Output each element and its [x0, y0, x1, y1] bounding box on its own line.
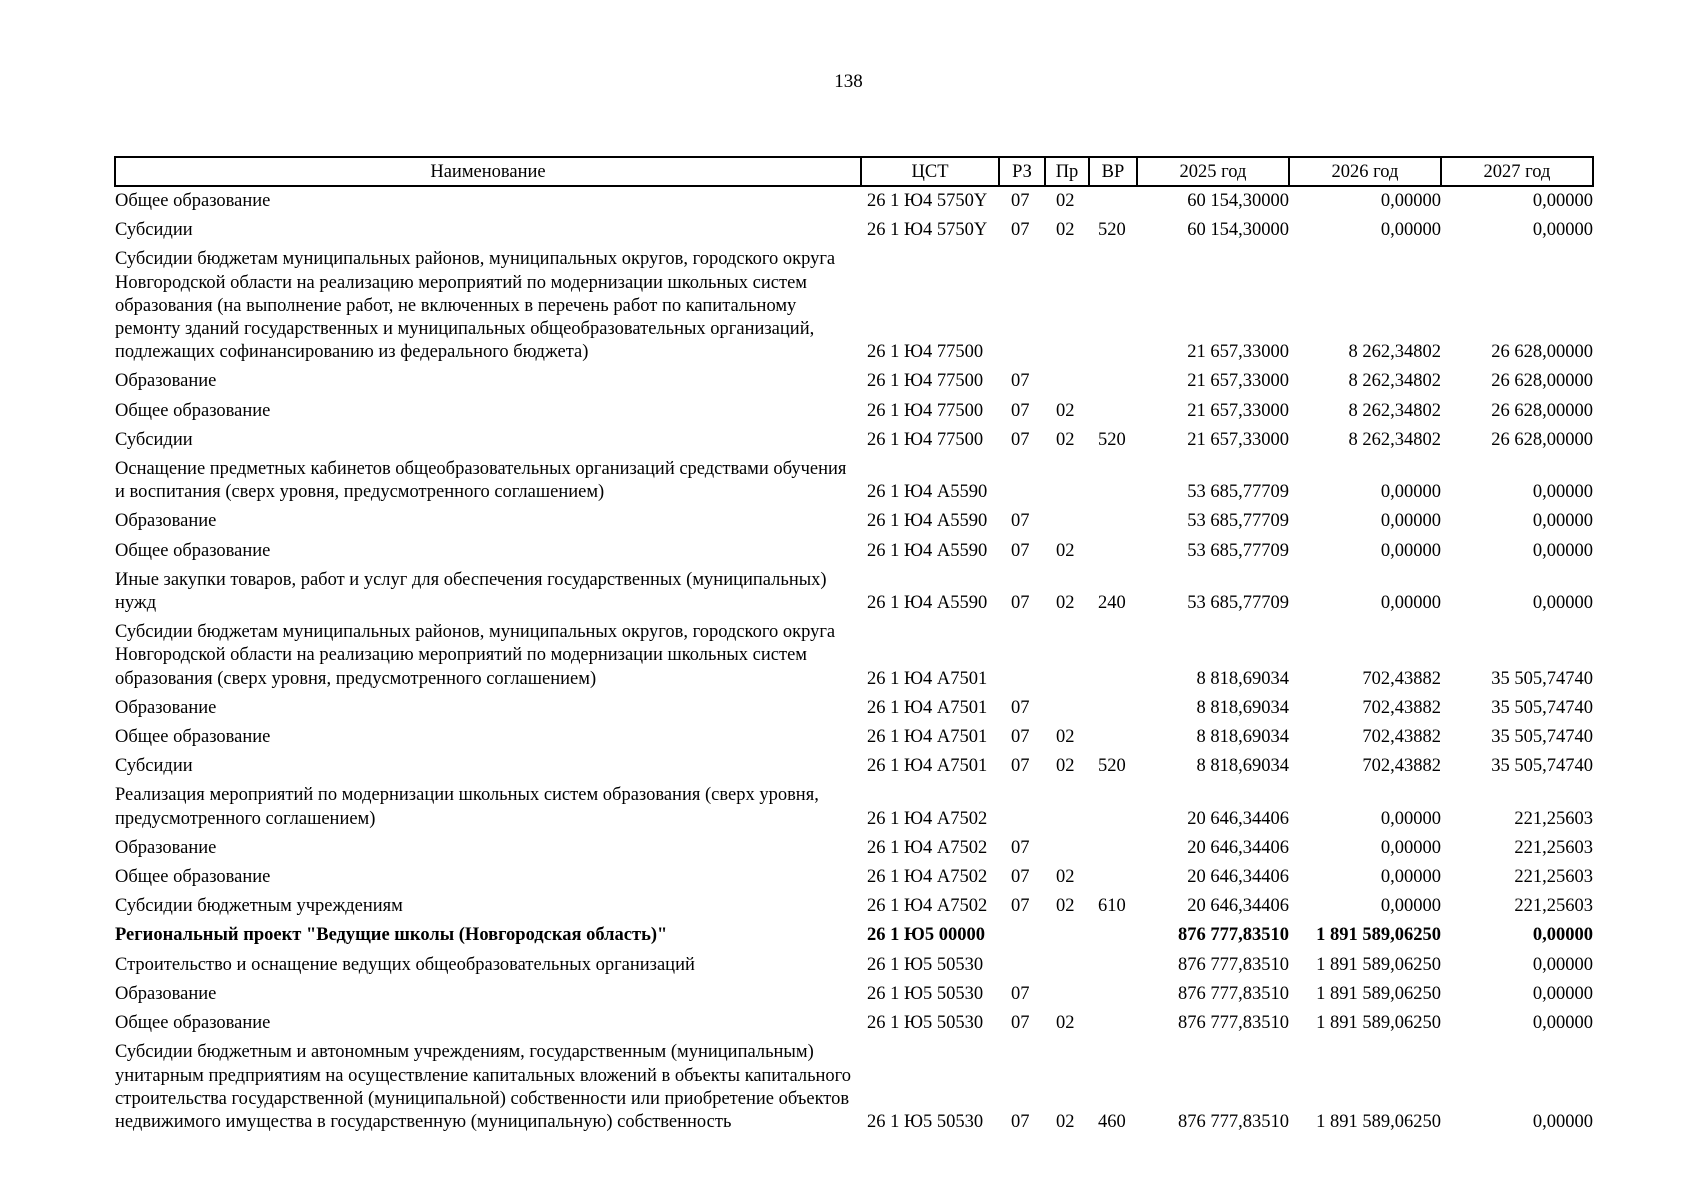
cell-rz: 07: [1011, 371, 1030, 392]
cell-2025: 21 657,33000: [1187, 342, 1289, 363]
table-row: [115, 245, 1593, 367]
cell-name: Общее образование: [115, 400, 271, 421]
cell-vr: 610: [1098, 896, 1126, 917]
cell-pr: [1045, 921, 1089, 950]
page-number: 138: [834, 71, 863, 92]
table-row: [115, 892, 1593, 921]
cell-2025: 20 646,34406: [1187, 837, 1289, 858]
header-pr: Пр: [1045, 157, 1089, 186]
cell-pr: [1045, 781, 1089, 833]
cell-2025: 876 777,83510: [1178, 983, 1289, 1004]
cell-cst: 26 1 Ю5 50530: [867, 983, 984, 1004]
cell-pr: 02: [1056, 1013, 1075, 1034]
cell-cst: 26 1 Ю4 77500: [867, 342, 984, 363]
cell-2027: 26 628,00000: [1491, 371, 1593, 392]
cell-cst: 26 1 Ю4 77500: [867, 371, 984, 392]
table-row: [115, 723, 1593, 752]
cell-pr: 02: [1056, 756, 1075, 777]
cell-name: Образование: [115, 837, 217, 858]
table-row: [115, 507, 1593, 536]
cell-cst: 26 1 Ю4 А7501: [867, 756, 988, 777]
cell-cst: 26 1 Ю4 5750Y: [867, 191, 988, 211]
cell-vr: [1089, 723, 1137, 752]
cell-rz: [999, 618, 1045, 694]
cell-vr: 520: [1098, 220, 1126, 241]
cell-rz: [999, 951, 1045, 980]
table-row: [115, 397, 1593, 426]
cell-2025: 876 777,83510: [1178, 1111, 1289, 1132]
cell-vr: [1089, 863, 1137, 892]
cell-cst: 26 1 Ю5 00000: [867, 925, 985, 946]
cell-pr: [1045, 618, 1089, 694]
cell-cst: 26 1 Ю4 А7501: [867, 668, 988, 689]
cell-cst: 26 1 Ю4 А5590: [867, 511, 988, 532]
cell-2025: 20 646,34406: [1187, 867, 1289, 888]
cell-2026: 702,43882: [1362, 668, 1441, 689]
cell-rz: [999, 245, 1045, 367]
cell-name: Региональный проект "Ведущие школы (Новгородская область)": [115, 925, 668, 946]
table-row: [115, 980, 1593, 1009]
table-body: [115, 186, 1593, 1137]
cell-pr: [1045, 507, 1089, 536]
cell-pr: [1045, 367, 1089, 396]
cell-2027: 0,00000: [1532, 191, 1593, 211]
header-cst: ЦСТ: [861, 157, 999, 186]
cell-2027: 0,00000: [1532, 220, 1593, 241]
cell-vr: 240: [1098, 593, 1126, 614]
table-header: [115, 157, 1593, 186]
cell-cst: 26 1 Ю5 50530: [867, 1013, 984, 1034]
cell-rz: [999, 921, 1045, 950]
cell-rz: 07: [1011, 191, 1030, 211]
cell-pr: 02: [1056, 867, 1075, 888]
cell-2027: 221,25603: [1514, 867, 1593, 888]
table-row: [115, 367, 1593, 396]
cell-vr: [1089, 921, 1137, 950]
cell-vr: [1089, 367, 1137, 396]
cell-2027: 0,00000: [1532, 540, 1593, 561]
cell-2025: 20 646,34406: [1187, 896, 1289, 917]
cell-name: Общее образование: [115, 191, 271, 211]
cell-rz: 07: [1011, 540, 1030, 561]
cell-cst: 26 1 Ю5 50530: [867, 1111, 984, 1132]
cell-2027: 35 505,74740: [1491, 756, 1593, 777]
header-name: Наименование: [115, 157, 861, 186]
cell-2026: 8 262,34802: [1348, 371, 1441, 392]
cell-2025: 8 818,69034: [1196, 727, 1289, 748]
cell-rz: 07: [1011, 511, 1030, 532]
table-row: [115, 863, 1593, 892]
header-2027: 2027 год: [1441, 157, 1593, 186]
cell-2025: 53 685,77709: [1187, 540, 1289, 561]
budget-table: [114, 156, 1594, 1137]
cell-vr: 460: [1098, 1111, 1126, 1132]
cell-2027: 0,00000: [1532, 1111, 1593, 1132]
cell-cst: 26 1 Ю4 77500: [867, 429, 984, 450]
cell-rz: 07: [1011, 867, 1030, 888]
cell-2026: 0,00000: [1380, 191, 1441, 211]
cell-2025: 8 818,69034: [1196, 756, 1289, 777]
cell-vr: [1089, 1009, 1137, 1038]
cell-cst: 26 1 Ю4 А7502: [867, 808, 988, 829]
cell-2027: 0,00000: [1532, 954, 1593, 975]
cell-2026: 0,00000: [1380, 540, 1441, 561]
cell-vr: [1089, 951, 1137, 980]
cell-2026: 0,00000: [1380, 482, 1441, 503]
cell-2026: 0,00000: [1380, 511, 1441, 532]
cell-pr: [1045, 980, 1089, 1009]
cell-rz: 07: [1011, 593, 1030, 614]
cell-vr: [1089, 186, 1137, 216]
cell-cst: 26 1 Ю4 5750Y: [867, 220, 988, 241]
cell-2026: 0,00000: [1380, 867, 1441, 888]
cell-cst: 26 1 Ю4 А7502: [867, 867, 988, 888]
cell-name: Субсидии бюджетным и автономным учреждениям, государственным (муниципальным) унитарным предприятиям на осуществление капитальных вложений в объекты капитального строительства государственной (муниципальной) собственности или приобретение объектов недвижимого имущества в государственную (муниципальную) собственность: [115, 1042, 852, 1132]
cell-pr: 02: [1056, 220, 1075, 241]
cell-2025: 8 818,69034: [1196, 668, 1289, 689]
cell-pr: 02: [1056, 429, 1075, 450]
cell-pr: 02: [1056, 1111, 1075, 1132]
cell-2026: 8 262,34802: [1348, 400, 1441, 421]
table-row: [115, 781, 1593, 833]
cell-pr: [1045, 694, 1089, 723]
cell-pr: [1045, 834, 1089, 863]
cell-name: Иные закупки товаров, работ и услуг для обеспечения государственных (муниципальных) нужд: [115, 569, 827, 614]
cell-name: Оснащение предметных кабинетов общеобразовательных организаций средствами обучения и воспитания (сверх уровня, предусмотренного соглашением): [115, 459, 847, 503]
table-row: [115, 455, 1593, 507]
header-2026: 2026 год: [1289, 157, 1441, 186]
cell-2025: 21 657,33000: [1187, 371, 1289, 392]
cell-rz: 07: [1011, 1111, 1030, 1132]
cell-2026: 8 262,34802: [1348, 429, 1441, 450]
table-row: [115, 694, 1593, 723]
cell-name: Общее образование: [115, 867, 271, 888]
cell-vr: [1089, 397, 1137, 426]
cell-2027: 0,00000: [1532, 593, 1593, 614]
cell-2026: 702,43882: [1362, 756, 1441, 777]
cell-2027: 0,00000: [1532, 983, 1593, 1004]
table-row: [115, 216, 1593, 245]
cell-2025: 53 685,77709: [1187, 511, 1289, 532]
cell-rz: 07: [1011, 837, 1030, 858]
cell-cst: 26 1 Ю4 А7502: [867, 837, 988, 858]
cell-rz: [999, 781, 1045, 833]
cell-2026: 1 891 589,06250: [1316, 954, 1441, 975]
cell-name: Общее образование: [115, 1013, 271, 1034]
table-row: [115, 618, 1593, 694]
cell-rz: 07: [1011, 220, 1030, 241]
cell-vr: [1089, 781, 1137, 833]
cell-pr: 02: [1056, 191, 1075, 211]
table-row: [115, 186, 1593, 216]
cell-rz: 07: [1011, 400, 1030, 421]
cell-pr: 02: [1056, 896, 1075, 917]
cell-2026: 1 891 589,06250: [1316, 1111, 1441, 1132]
cell-2027: 26 628,00000: [1491, 342, 1593, 363]
cell-pr: [1045, 245, 1089, 367]
cell-2026: 702,43882: [1362, 727, 1441, 748]
cell-rz: 07: [1011, 429, 1030, 450]
header-vr: ВР: [1089, 157, 1137, 186]
cell-vr: [1089, 507, 1137, 536]
cell-vr: 520: [1098, 429, 1126, 450]
cell-2027: 0,00000: [1532, 482, 1593, 503]
cell-pr: [1045, 951, 1089, 980]
cell-2026: 0,00000: [1380, 808, 1441, 829]
cell-2027: 0,00000: [1532, 511, 1593, 532]
cell-2025: 876 777,83510: [1178, 1013, 1289, 1034]
cell-2026: 702,43882: [1362, 697, 1441, 718]
cell-name: Образование: [115, 983, 217, 1004]
table-row: [115, 951, 1593, 980]
cell-2026: 8 262,34802: [1348, 342, 1441, 363]
cell-name: Реализация мероприятий по модернизации школьных систем образования (сверх уровня, предусмотренного соглашением): [115, 785, 819, 829]
cell-name: Образование: [115, 697, 217, 718]
cell-2026: 0,00000: [1380, 593, 1441, 614]
table-row: [115, 537, 1593, 566]
table-row: [115, 566, 1593, 618]
cell-pr: 02: [1056, 400, 1075, 421]
cell-vr: [1089, 455, 1137, 507]
cell-2025: 20 646,34406: [1187, 808, 1289, 829]
table-row: [115, 1009, 1593, 1038]
cell-2025: 60 154,30000: [1187, 220, 1289, 241]
cell-cst: 26 1 Ю4 А5590: [867, 540, 988, 561]
cell-pr: [1045, 455, 1089, 507]
cell-2027: 0,00000: [1532, 925, 1593, 946]
cell-name: Образование: [115, 511, 217, 532]
cell-2025: 21 657,33000: [1187, 400, 1289, 421]
cell-2025: 8 818,69034: [1196, 697, 1289, 718]
cell-cst: 26 1 Ю5 50530: [867, 954, 984, 975]
cell-rz: 07: [1011, 727, 1030, 748]
cell-2027: 35 505,74740: [1491, 668, 1593, 689]
cell-rz: 07: [1011, 983, 1030, 1004]
cell-2025: 53 685,77709: [1187, 482, 1289, 503]
cell-name: Строительство и оснащение ведущих общеобразовательных организаций: [115, 954, 695, 975]
cell-vr: [1089, 245, 1137, 367]
cell-2025: 876 777,83510: [1178, 925, 1289, 946]
cell-vr: [1089, 834, 1137, 863]
cell-2025: 21 657,33000: [1187, 429, 1289, 450]
cell-2026: 0,00000: [1380, 220, 1441, 241]
cell-2025: 876 777,83510: [1178, 954, 1289, 975]
cell-cst: 26 1 Ю4 А5590: [867, 482, 988, 503]
table-row: [115, 834, 1593, 863]
cell-cst: 26 1 Ю4 А5590: [867, 593, 988, 614]
cell-2027: 221,25603: [1514, 837, 1593, 858]
cell-2026: 1 891 589,06250: [1316, 983, 1441, 1004]
table-row: [115, 752, 1593, 781]
cell-rz: 07: [1011, 1013, 1030, 1034]
table-row: [115, 921, 1593, 950]
cell-2026: 0,00000: [1380, 896, 1441, 917]
cell-2025: 60 154,30000: [1187, 191, 1289, 211]
cell-2026: 1 891 589,06250: [1316, 925, 1441, 946]
cell-vr: 520: [1098, 756, 1126, 777]
cell-name: Субсидии бюджетам муниципальных районов, муниципальных округов, городского округа Новгородской области на реализацию мероприятий по модернизации школьных систем образования (сверх уровня, предусмотренного соглашением): [115, 622, 836, 689]
cell-pr: 02: [1056, 593, 1075, 614]
cell-vr: [1089, 980, 1137, 1009]
header-rz: РЗ: [999, 157, 1045, 186]
header-2025: 2025 год: [1137, 157, 1289, 186]
cell-rz: 07: [1011, 697, 1030, 718]
cell-name: Общее образование: [115, 540, 271, 561]
cell-2027: 35 505,74740: [1491, 697, 1593, 718]
cell-name: Субсидии бюджетным учреждениям: [115, 896, 403, 917]
cell-vr: [1089, 694, 1137, 723]
cell-pr: 02: [1056, 540, 1075, 561]
cell-rz: [999, 455, 1045, 507]
cell-pr: 02: [1056, 727, 1075, 748]
cell-2025: 53 685,77709: [1187, 593, 1289, 614]
cell-vr: [1089, 537, 1137, 566]
cell-2027: 221,25603: [1514, 896, 1593, 917]
cell-2027: 221,25603: [1514, 808, 1593, 829]
cell-cst: 26 1 Ю4 А7501: [867, 727, 988, 748]
table-row: [115, 1038, 1593, 1137]
cell-name: Субсидии бюджетам муниципальных районов, муниципальных округов, городского округа Новгородской области на реализацию мероприятий по модернизации школьных систем образования (на выполнение работ, не включенных в перечень работ по капитальному ремонту зданий государственных и муниципальных общеобразовательных организаций, подлежащих софинансированию из федерального бюджета): [115, 249, 836, 363]
cell-name: Субсидии: [115, 756, 193, 777]
cell-cst: 26 1 Ю4 77500: [867, 400, 984, 421]
cell-2027: 26 628,00000: [1491, 429, 1593, 450]
table-row: [115, 426, 1593, 455]
cell-name: Общее образование: [115, 727, 271, 748]
cell-rz: 07: [1011, 756, 1030, 777]
cell-2026: 0,00000: [1380, 837, 1441, 858]
cell-name: Субсидии: [115, 220, 193, 241]
cell-2026: 1 891 589,06250: [1316, 1013, 1441, 1034]
cell-2027: 0,00000: [1532, 1013, 1593, 1034]
cell-2027: 26 628,00000: [1491, 400, 1593, 421]
cell-name: Субсидии: [115, 429, 193, 450]
cell-name: Образование: [115, 371, 217, 392]
cell-rz: 07: [1011, 896, 1030, 917]
cell-cst: 26 1 Ю4 А7502: [867, 896, 988, 917]
cell-2027: 35 505,74740: [1491, 727, 1593, 748]
cell-vr: [1089, 618, 1137, 694]
cell-cst: 26 1 Ю4 А7501: [867, 697, 988, 718]
